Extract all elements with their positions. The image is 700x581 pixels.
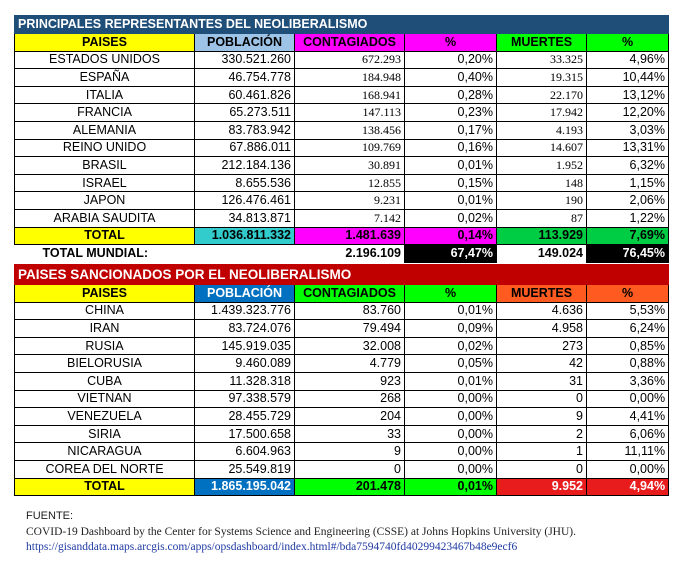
population-cell: 46.754.778 (195, 69, 295, 87)
source-url[interactable]: https://gisanddata.maps.arcgis.com/apps/opsdashboard/index.html#/bda7594740fd40299423467b48e9ecf6 (26, 541, 518, 553)
deaths-pct-cell: 6,24% (587, 320, 669, 338)
infected-pct-cell: 0,09% (405, 320, 497, 338)
population-cell: 97.338.579 (195, 390, 295, 408)
country-cell: ISRAEL (15, 174, 195, 192)
population-cell: 83.783.942 (195, 121, 295, 139)
infected-cell: 168.941 (295, 86, 405, 104)
deaths-pct-cell: 3,36% (587, 372, 669, 390)
infected-cell: 109.769 (295, 139, 405, 157)
population-cell: 330.521.260 (195, 51, 295, 69)
table-title: PAISES SANCIONADOS POR EL NEOLIBERALISMO (15, 265, 669, 285)
infected-cell: 923 (295, 372, 405, 390)
infected-cell: 83.760 (295, 302, 405, 320)
deaths-pct-cell: 0,00% (587, 460, 669, 478)
deaths-cell: 14.607 (497, 139, 587, 157)
infected-pct-cell: 0,01% (405, 302, 497, 320)
sanctioned-table (14, 264, 669, 496)
total-row (15, 227, 669, 245)
country-cell: COREA DEL NORTE (15, 460, 195, 478)
deaths-cell: 17.942 (497, 104, 587, 122)
header-pct-contagiados: % (405, 34, 497, 52)
world-total-row (15, 245, 669, 263)
deaths-cell: 0 (497, 390, 587, 408)
world-infected-pct-cell: 67,47% (405, 245, 497, 263)
table-row (15, 372, 669, 390)
country-cell: FRANCIA (15, 104, 195, 122)
infected-pct-cell: 0,05% (405, 355, 497, 373)
deaths-pct-cell: 6,06% (587, 425, 669, 443)
country-cell: CHINA (15, 302, 195, 320)
deaths-pct-cell: 4,96% (587, 51, 669, 69)
deaths-pct-cell: 0,00% (587, 390, 669, 408)
population-cell: 34.813.871 (195, 209, 295, 227)
world-deaths-cell: 149.024 (537, 246, 583, 261)
table-row (15, 408, 669, 426)
infected-pct-cell: 0,20% (405, 51, 497, 69)
deaths-cell: 4.636 (497, 302, 587, 320)
infected-cell: 9.231 (295, 192, 405, 210)
table-title: PRINCIPALES REPRESENTANTES DEL NEOLIBERALISMO (15, 16, 669, 34)
table-row (15, 390, 669, 408)
header-contagiados: CONTAGIADOS (295, 34, 405, 52)
infected-pct-cell: 0,16% (405, 139, 497, 157)
representatives-table (14, 15, 669, 263)
infected-pct-cell: 0,01% (405, 372, 497, 390)
table-row (15, 337, 669, 355)
population-cell: 6.604.963 (195, 443, 295, 461)
country-cell: ITALIA (15, 86, 195, 104)
population-cell: 145.919.035 (195, 337, 295, 355)
infected-cell: 0 (295, 460, 405, 478)
header-contagiados: CONTAGIADOS (295, 285, 405, 303)
total-deaths-pct-cell: 4,94% (587, 478, 669, 496)
deaths-pct-cell: 6,32% (587, 157, 669, 175)
total-population-cell: 1.036.811.332 (195, 227, 295, 245)
infected-cell: 9 (295, 443, 405, 461)
population-cell: 8.655.536 (195, 174, 295, 192)
population-cell: 17.500.658 (195, 425, 295, 443)
country-cell: BRASIL (15, 157, 195, 175)
infected-cell: 4.779 (295, 355, 405, 373)
total-population-cell: 1.865.195.042 (195, 478, 295, 496)
table-row (15, 320, 669, 338)
table-row (15, 425, 669, 443)
deaths-cell: 148 (497, 174, 587, 192)
total-infected-cell: 201.478 (295, 478, 405, 496)
infected-cell: 7.142 (295, 209, 405, 227)
deaths-cell: 1 (497, 443, 587, 461)
population-cell: 60.461.826 (195, 86, 295, 104)
header-muertes: MUERTES (497, 34, 587, 52)
country-cell: REINO UNIDO (15, 139, 195, 157)
infected-pct-cell: 0,01% (405, 157, 497, 175)
deaths-cell: 4.958 (497, 320, 587, 338)
deaths-pct-cell: 13,12% (587, 86, 669, 104)
infected-pct-cell: 0,17% (405, 121, 497, 139)
header-poblacion: POBLACIÓN (195, 34, 295, 52)
infected-pct-cell: 0,00% (405, 425, 497, 443)
header-pct-muertes: % (587, 285, 669, 303)
deaths-pct-cell: 11,11% (587, 443, 669, 461)
table-row (15, 355, 669, 373)
total-infected-pct-cell: 0,01% (405, 478, 497, 496)
country-cell: ESPAÑA (15, 69, 195, 87)
country-cell: SIRIA (15, 425, 195, 443)
infected-cell: 672.293 (295, 51, 405, 69)
header-muertes: MUERTES (497, 285, 587, 303)
deaths-cell: 190 (497, 192, 587, 210)
population-cell: 28.455.729 (195, 408, 295, 426)
world-deaths-pct-cell: 76,45% (587, 245, 669, 263)
table-title-row (15, 16, 669, 34)
deaths-cell: 4.193 (497, 121, 587, 139)
infected-cell: 30.891 (295, 157, 405, 175)
source-label: FUENTE: (26, 510, 74, 522)
deaths-cell: 33.325 (497, 51, 587, 69)
table-row (15, 121, 669, 139)
country-cell: ESTADOS UNIDOS (15, 51, 195, 69)
header-pct-contagiados: % (405, 285, 497, 303)
table-row (15, 209, 669, 227)
deaths-pct-cell: 1,22% (587, 209, 669, 227)
infected-pct-cell: 0,40% (405, 69, 497, 87)
total-deaths-cell: 9.952 (497, 478, 587, 496)
population-cell: 11.328.318 (195, 372, 295, 390)
population-cell: 83.724.076 (195, 320, 295, 338)
population-cell: 65.273.511 (195, 104, 295, 122)
table-row (15, 460, 669, 478)
table-row (15, 86, 669, 104)
deaths-cell: 22.170 (497, 86, 587, 104)
country-cell: VENEZUELA (15, 408, 195, 426)
table-row (15, 51, 669, 69)
deaths-cell: 273 (497, 337, 587, 355)
deaths-cell: 9 (497, 408, 587, 426)
infected-pct-cell: 0,00% (405, 443, 497, 461)
header-pct-muertes: % (587, 34, 669, 52)
infected-pct-cell: 0,23% (405, 104, 497, 122)
country-cell: BIELORUSIA (15, 355, 195, 373)
deaths-pct-cell: 1,15% (587, 174, 669, 192)
population-cell: 126.476.461 (195, 192, 295, 210)
total-infected-pct-cell: 0,14% (405, 227, 497, 245)
world-total-label: TOTAL MUNDIAL: (42, 246, 149, 261)
infected-cell: 268 (295, 390, 405, 408)
header-poblacion: POBLACIÓN (195, 285, 295, 303)
infected-cell: 79.494 (295, 320, 405, 338)
infected-cell: 204 (295, 408, 405, 426)
deaths-pct-cell: 0,85% (587, 337, 669, 355)
infected-cell: 32.008 (295, 337, 405, 355)
country-cell: VIETNAN (15, 390, 195, 408)
total-deaths-cell: 113.929 (497, 227, 587, 245)
infected-pct-cell: 0,02% (405, 337, 497, 355)
infected-pct-cell: 0,01% (405, 192, 497, 210)
world-infected-cell: 2.196.109 (345, 246, 401, 261)
deaths-pct-cell: 10,44% (587, 69, 669, 87)
country-cell: NICARAGUA (15, 443, 195, 461)
infected-pct-cell: 0,00% (405, 408, 497, 426)
total-infected-cell: 1.481.639 (295, 227, 405, 245)
table-row (15, 157, 669, 175)
infected-pct-cell: 0,15% (405, 174, 497, 192)
deaths-pct-cell: 13,31% (587, 139, 669, 157)
table-row (15, 302, 669, 320)
deaths-cell: 1.952 (497, 157, 587, 175)
total-row (15, 478, 669, 496)
country-cell: ALEMANIA (15, 121, 195, 139)
country-cell: IRAN (15, 320, 195, 338)
deaths-cell: 19.315 (497, 69, 587, 87)
deaths-pct-cell: 0,88% (587, 355, 669, 373)
infected-pct-cell: 0,28% (405, 86, 497, 104)
header-paises: PAISES (15, 285, 195, 303)
deaths-cell: 42 (497, 355, 587, 373)
deaths-pct-cell: 3,03% (587, 121, 669, 139)
table-row (15, 174, 669, 192)
deaths-pct-cell: 12,20% (587, 104, 669, 122)
deaths-cell: 2 (497, 425, 587, 443)
deaths-pct-cell: 2,06% (587, 192, 669, 210)
table-row (15, 104, 669, 122)
infected-pct-cell: 0,00% (405, 390, 497, 408)
population-cell: 212.184.136 (195, 157, 295, 175)
infected-cell: 184.948 (295, 69, 405, 87)
table-row (15, 69, 669, 87)
infected-cell: 147.113 (295, 104, 405, 122)
header-row (15, 285, 669, 303)
infected-pct-cell: 0,02% (405, 209, 497, 227)
country-cell: ARABIA SAUDITA (15, 209, 195, 227)
header-paises: PAISES (15, 34, 195, 52)
table-title-row (15, 265, 669, 285)
population-cell: 67.886.011 (195, 139, 295, 157)
source-text: COVID-19 Dashboard by the Center for Systems Science and Engineering (CSSE) at Johns Hopkins University (JHU). (26, 526, 576, 538)
country-cell: RUSIA (15, 337, 195, 355)
country-cell: JAPON (15, 192, 195, 210)
deaths-pct-cell: 5,53% (587, 302, 669, 320)
total-deaths-pct-cell: 7,69% (587, 227, 669, 245)
header-row (15, 34, 669, 52)
deaths-cell: 31 (497, 372, 587, 390)
table-row (15, 443, 669, 461)
infected-cell: 12.855 (295, 174, 405, 192)
population-cell: 25.549.819 (195, 460, 295, 478)
infected-cell: 33 (295, 425, 405, 443)
table-row (15, 192, 669, 210)
infected-cell: 138.456 (295, 121, 405, 139)
country-cell: CUBA (15, 372, 195, 390)
table-row (15, 139, 669, 157)
population-cell: 1.439.323.776 (195, 302, 295, 320)
total-country-cell: TOTAL (15, 227, 195, 245)
deaths-cell: 87 (497, 209, 587, 227)
population-cell: 9.460.089 (195, 355, 295, 373)
total-country-cell: TOTAL (15, 478, 195, 496)
deaths-cell: 0 (497, 460, 587, 478)
infected-pct-cell: 0,00% (405, 460, 497, 478)
deaths-pct-cell: 4,41% (587, 408, 669, 426)
